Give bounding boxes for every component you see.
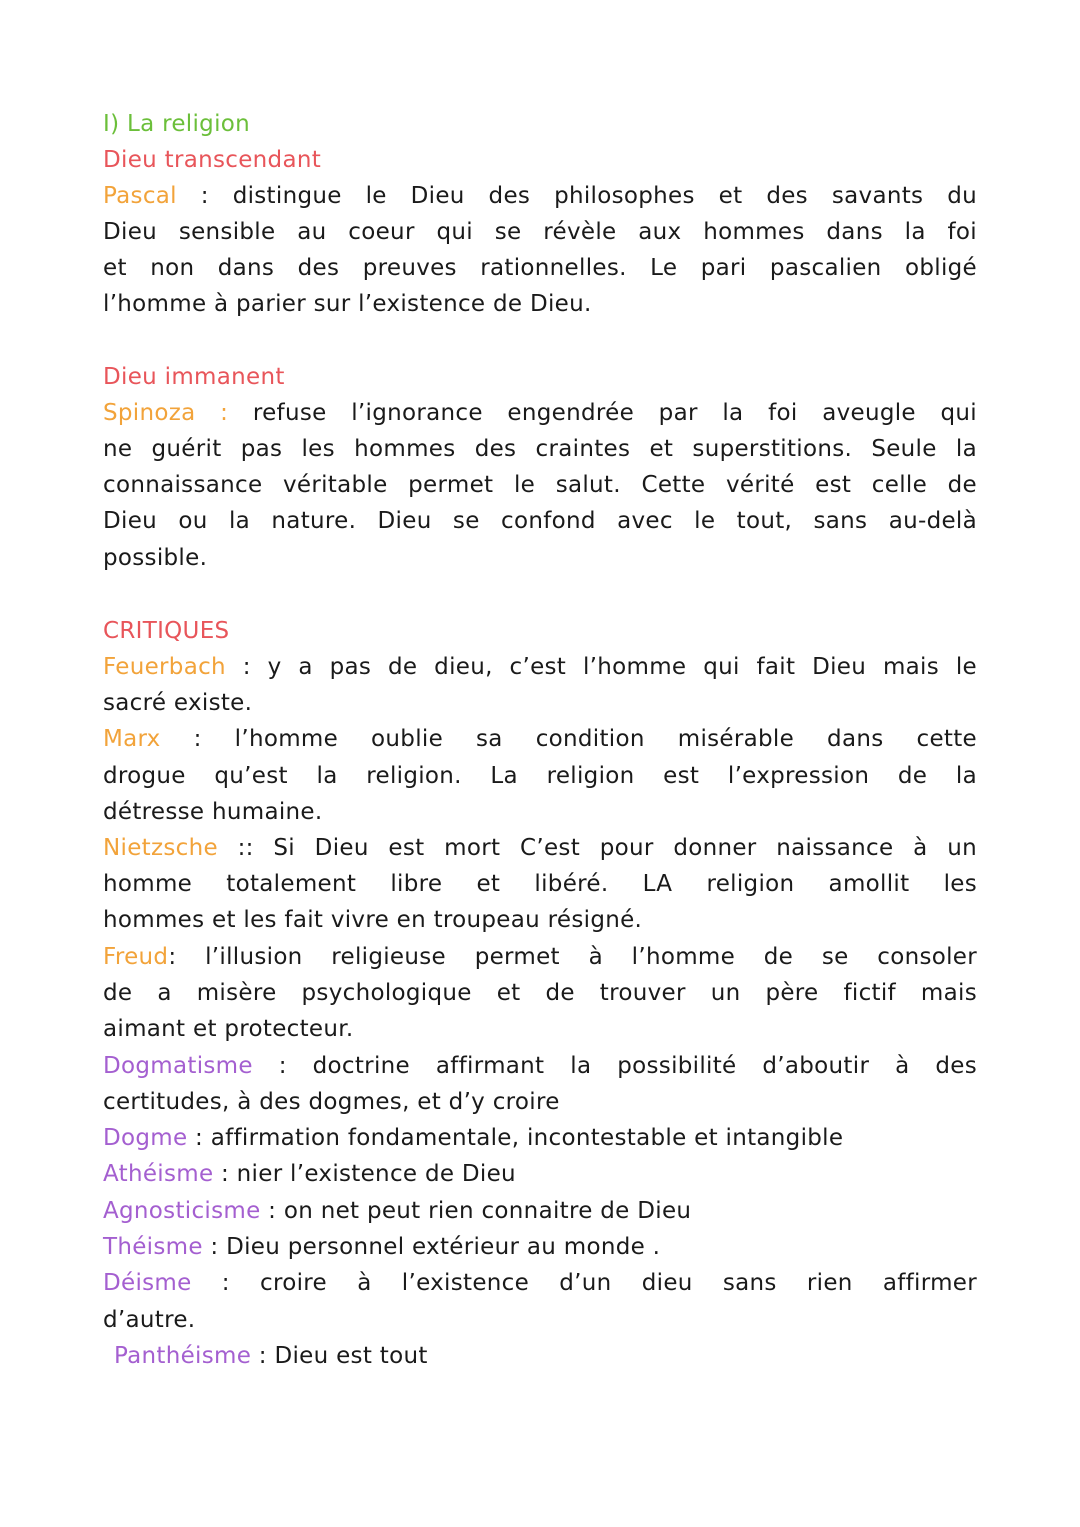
pascal-line-4: l’homme à parier sur l’existence de Dieu. [103, 291, 592, 317]
marx-line-3: détresse humaine. [103, 799, 323, 825]
nietzsche-line-3: hommes et les fait vivre en troupeau résigné. [103, 907, 643, 933]
spinoza-line-3: connaissance véritable permet le salut. Cette vérité est celle de [103, 472, 977, 498]
spinoza-line-2: ne guérit pas les hommes des craintes et superstitions. Seule la [103, 436, 977, 462]
definition-pantheisme: Panthéisme : Dieu est tout [114, 1343, 428, 1369]
marx-line-2: drogue qu’est la religion. La religion est l’expression de la [103, 763, 977, 789]
subheading-transcendant: Dieu transcendant [103, 147, 322, 173]
spinoza-line-5: possible. [103, 545, 208, 571]
term-agnosticisme: Agnosticisme [103, 1198, 261, 1224]
definition-atheisme: Athéisme : nier l’existence de Dieu [103, 1161, 516, 1187]
feuerbach-line-1: Feuerbach : y a pas de dieu, c’est l’homme qui fait Dieu mais le [103, 654, 977, 680]
subheading-critiques: CRITIQUES [103, 618, 230, 644]
pascal-line-3: et non dans des preuves rationnelles. Le pari pascalien obligé [103, 255, 977, 281]
spinoza-line-1: Spinoza : refuse l’ignorance engendrée par la foi aveugle qui [103, 400, 977, 426]
term-deisme: Déisme [103, 1270, 192, 1296]
author-pascal: Pascal [103, 183, 177, 209]
term-dogmatisme: Dogmatisme [103, 1053, 253, 1079]
section-title: I) La religion [103, 111, 251, 137]
author-freud: Freud [103, 944, 169, 970]
nietzsche-line-1: Nietzsche :: Si Dieu est mort C’est pour donner naissance à un [103, 835, 977, 861]
term-dogme: Dogme [103, 1125, 188, 1151]
feuerbach-line-2: sacré existe. [103, 690, 253, 716]
term-theisme: Théisme [103, 1234, 203, 1260]
definition-deisme: Déisme : croire à l’existence d’un dieu sans rien affirmer [103, 1270, 977, 1296]
definition-dogme: Dogme : affirmation fondamentale, incontestable et intangible [103, 1125, 844, 1151]
definition-theisme: Théisme : Dieu personnel extérieur au monde . [103, 1234, 661, 1260]
definition-dogmatisme: Dogmatisme : doctrine affirmant la possibilité d’aboutir à des [103, 1053, 977, 1079]
author-nietzsche: Nietzsche [103, 835, 218, 861]
term-atheisme: Athéisme [103, 1161, 214, 1187]
pascal-line-1: Pascal : distingue le Dieu des philosophes et des savants du [103, 183, 977, 209]
freud-line-1: Freud: l’illusion religieuse permet à l’homme de se consoler [103, 944, 977, 970]
author-spinoza: Spinoza : [103, 400, 229, 426]
author-marx: Marx [103, 726, 161, 752]
definition-agnosticisme: Agnosticisme : on net peut rien connaitre de Dieu [103, 1198, 692, 1224]
definition-deisme-continuation: d’autre. [103, 1307, 196, 1333]
author-feuerbach: Feuerbach [103, 654, 226, 680]
marx-line-1: Marx : l’homme oublie sa condition misérable dans cette [103, 726, 977, 752]
pascal-line-2: Dieu sensible au coeur qui se révèle aux hommes dans la foi [103, 219, 977, 245]
nietzsche-line-2: homme totalement libre et libéré. LA religion amollit les [103, 871, 977, 897]
freud-line-3: aimant et protecteur. [103, 1016, 354, 1042]
freud-line-2: de a misère psychologique et de trouver un père fictif mais [103, 980, 977, 1006]
spinoza-line-4: Dieu ou la nature. Dieu se confond avec le tout, sans au-delà [103, 508, 977, 534]
term-pantheisme: Panthéisme [114, 1343, 252, 1369]
definition-dogmatisme-continuation: certitudes, à des dogmes, et d’y croire [103, 1089, 560, 1115]
subheading-immanent: Dieu immanent [103, 364, 285, 390]
